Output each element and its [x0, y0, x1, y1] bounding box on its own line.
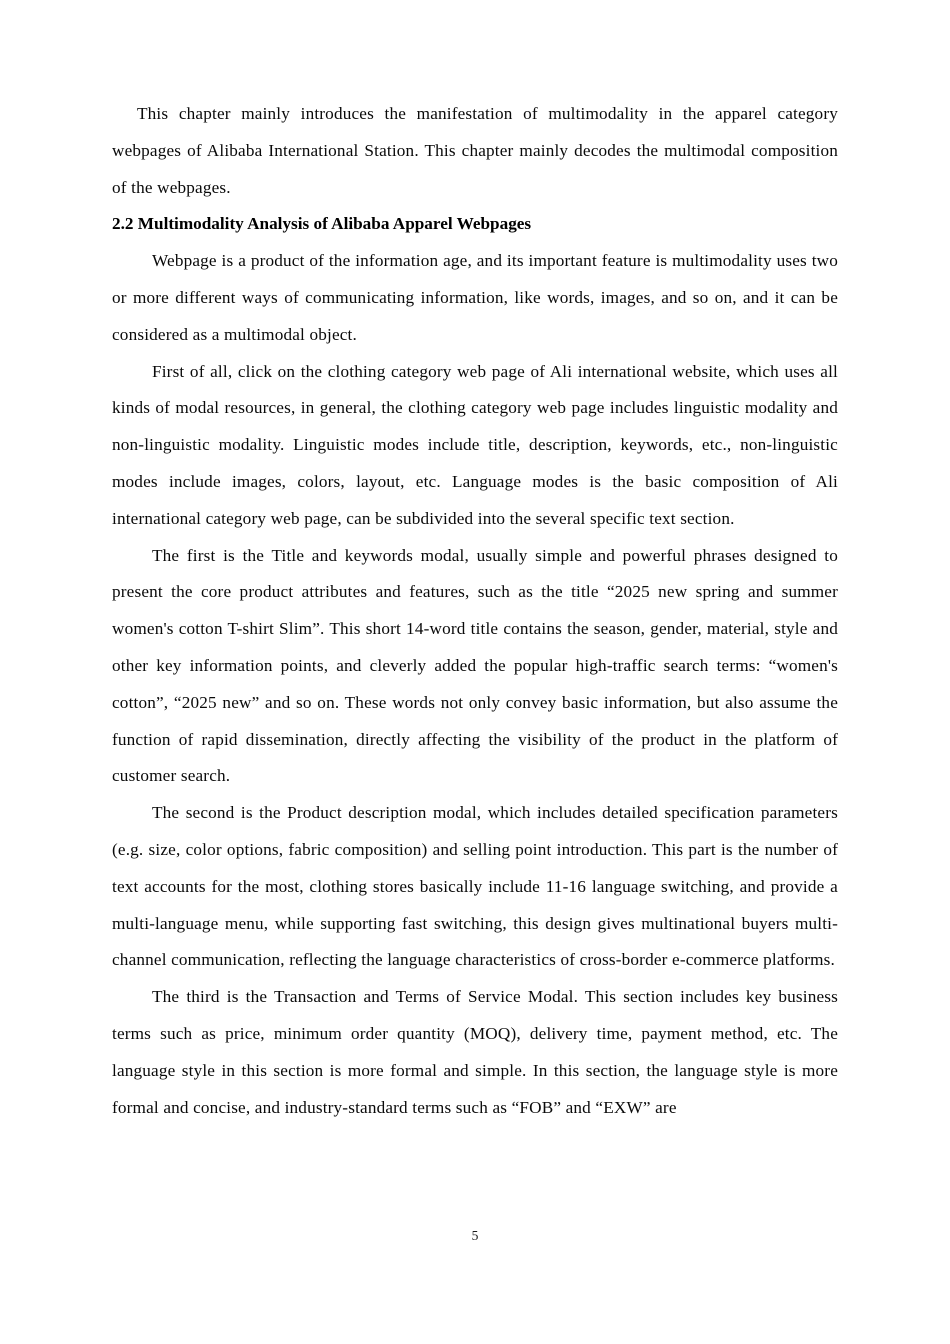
page-number: 5 — [471, 1228, 479, 1243]
paragraph-modal-resources: First of all, click on the clothing category web page of Ali international website, which uses all kinds of modal resources, in general, the clothing category web page includes linguistic modality and non-linguistic modality. Linguistic modes include title, description, keywords, etc., non-linguistic modes include images, colors, layout, etc. Language modes is the basic composition of Ali international category web page, can be subdivided into the several specific text section. — [112, 361, 838, 528]
paragraph-transaction-terms-modal: The third is the Transaction and Terms of Service Modal. This section includes key business terms such as price, minimum order quantity (MOQ), delivery time, payment method, etc. The language style in this section is more formal and simple. In this section, the language style is more formal and concise, and industry-standard terms such as “FOB” and “EXW” are — [112, 987, 838, 1117]
section-heading-2-2: 2.2 Multimodality Analysis of Alibaba Apparel Webpages — [112, 214, 532, 234]
paragraph-product-description-modal: The second is the Product description modal, which includes detailed specification parameters (e.g. size, color options, fabric composition) and selling point introduction. This part is the number of text accounts for the most, clothing stores basically include 11-16 language switching, and provide a multi-language menu, while supporting fast switching, this design gives multinational buyers multi-channel communication, reflecting the language characteristics of cross-border e-commerce platforms. — [112, 803, 838, 970]
paragraph-webpage-multimodality: Webpage is a product of the information age, and its important feature is multimodality uses two or more different ways of communicating information, like words, images, and so on, and it can be considered as a multimodal object. — [112, 251, 838, 344]
paragraph-intro: This chapter mainly introduces the manifestation of multimodality in the apparel category webpages of Alibaba International Station. This chapter mainly decodes the multimodal composition of the webpages. — [112, 104, 838, 197]
page-text-block — [112, 96, 838, 1126]
paragraph-title-keywords-modal: The first is the Title and keywords modal, usually simple and powerful phrases designed to present the core product attributes and features, such as the title “2025 new spring and summer women's cotton T-shirt Slim”. This short 14-word title contains the season, gender, material, style and other key information points, and cleverly added the popular high-traffic search terms: “women's cotton”, “2025 new” and so on. These words not only convey basic information, but also assume the function of rapid dissemination, directly affecting the visibility of the product in the platform of customer search. — [112, 545, 838, 786]
